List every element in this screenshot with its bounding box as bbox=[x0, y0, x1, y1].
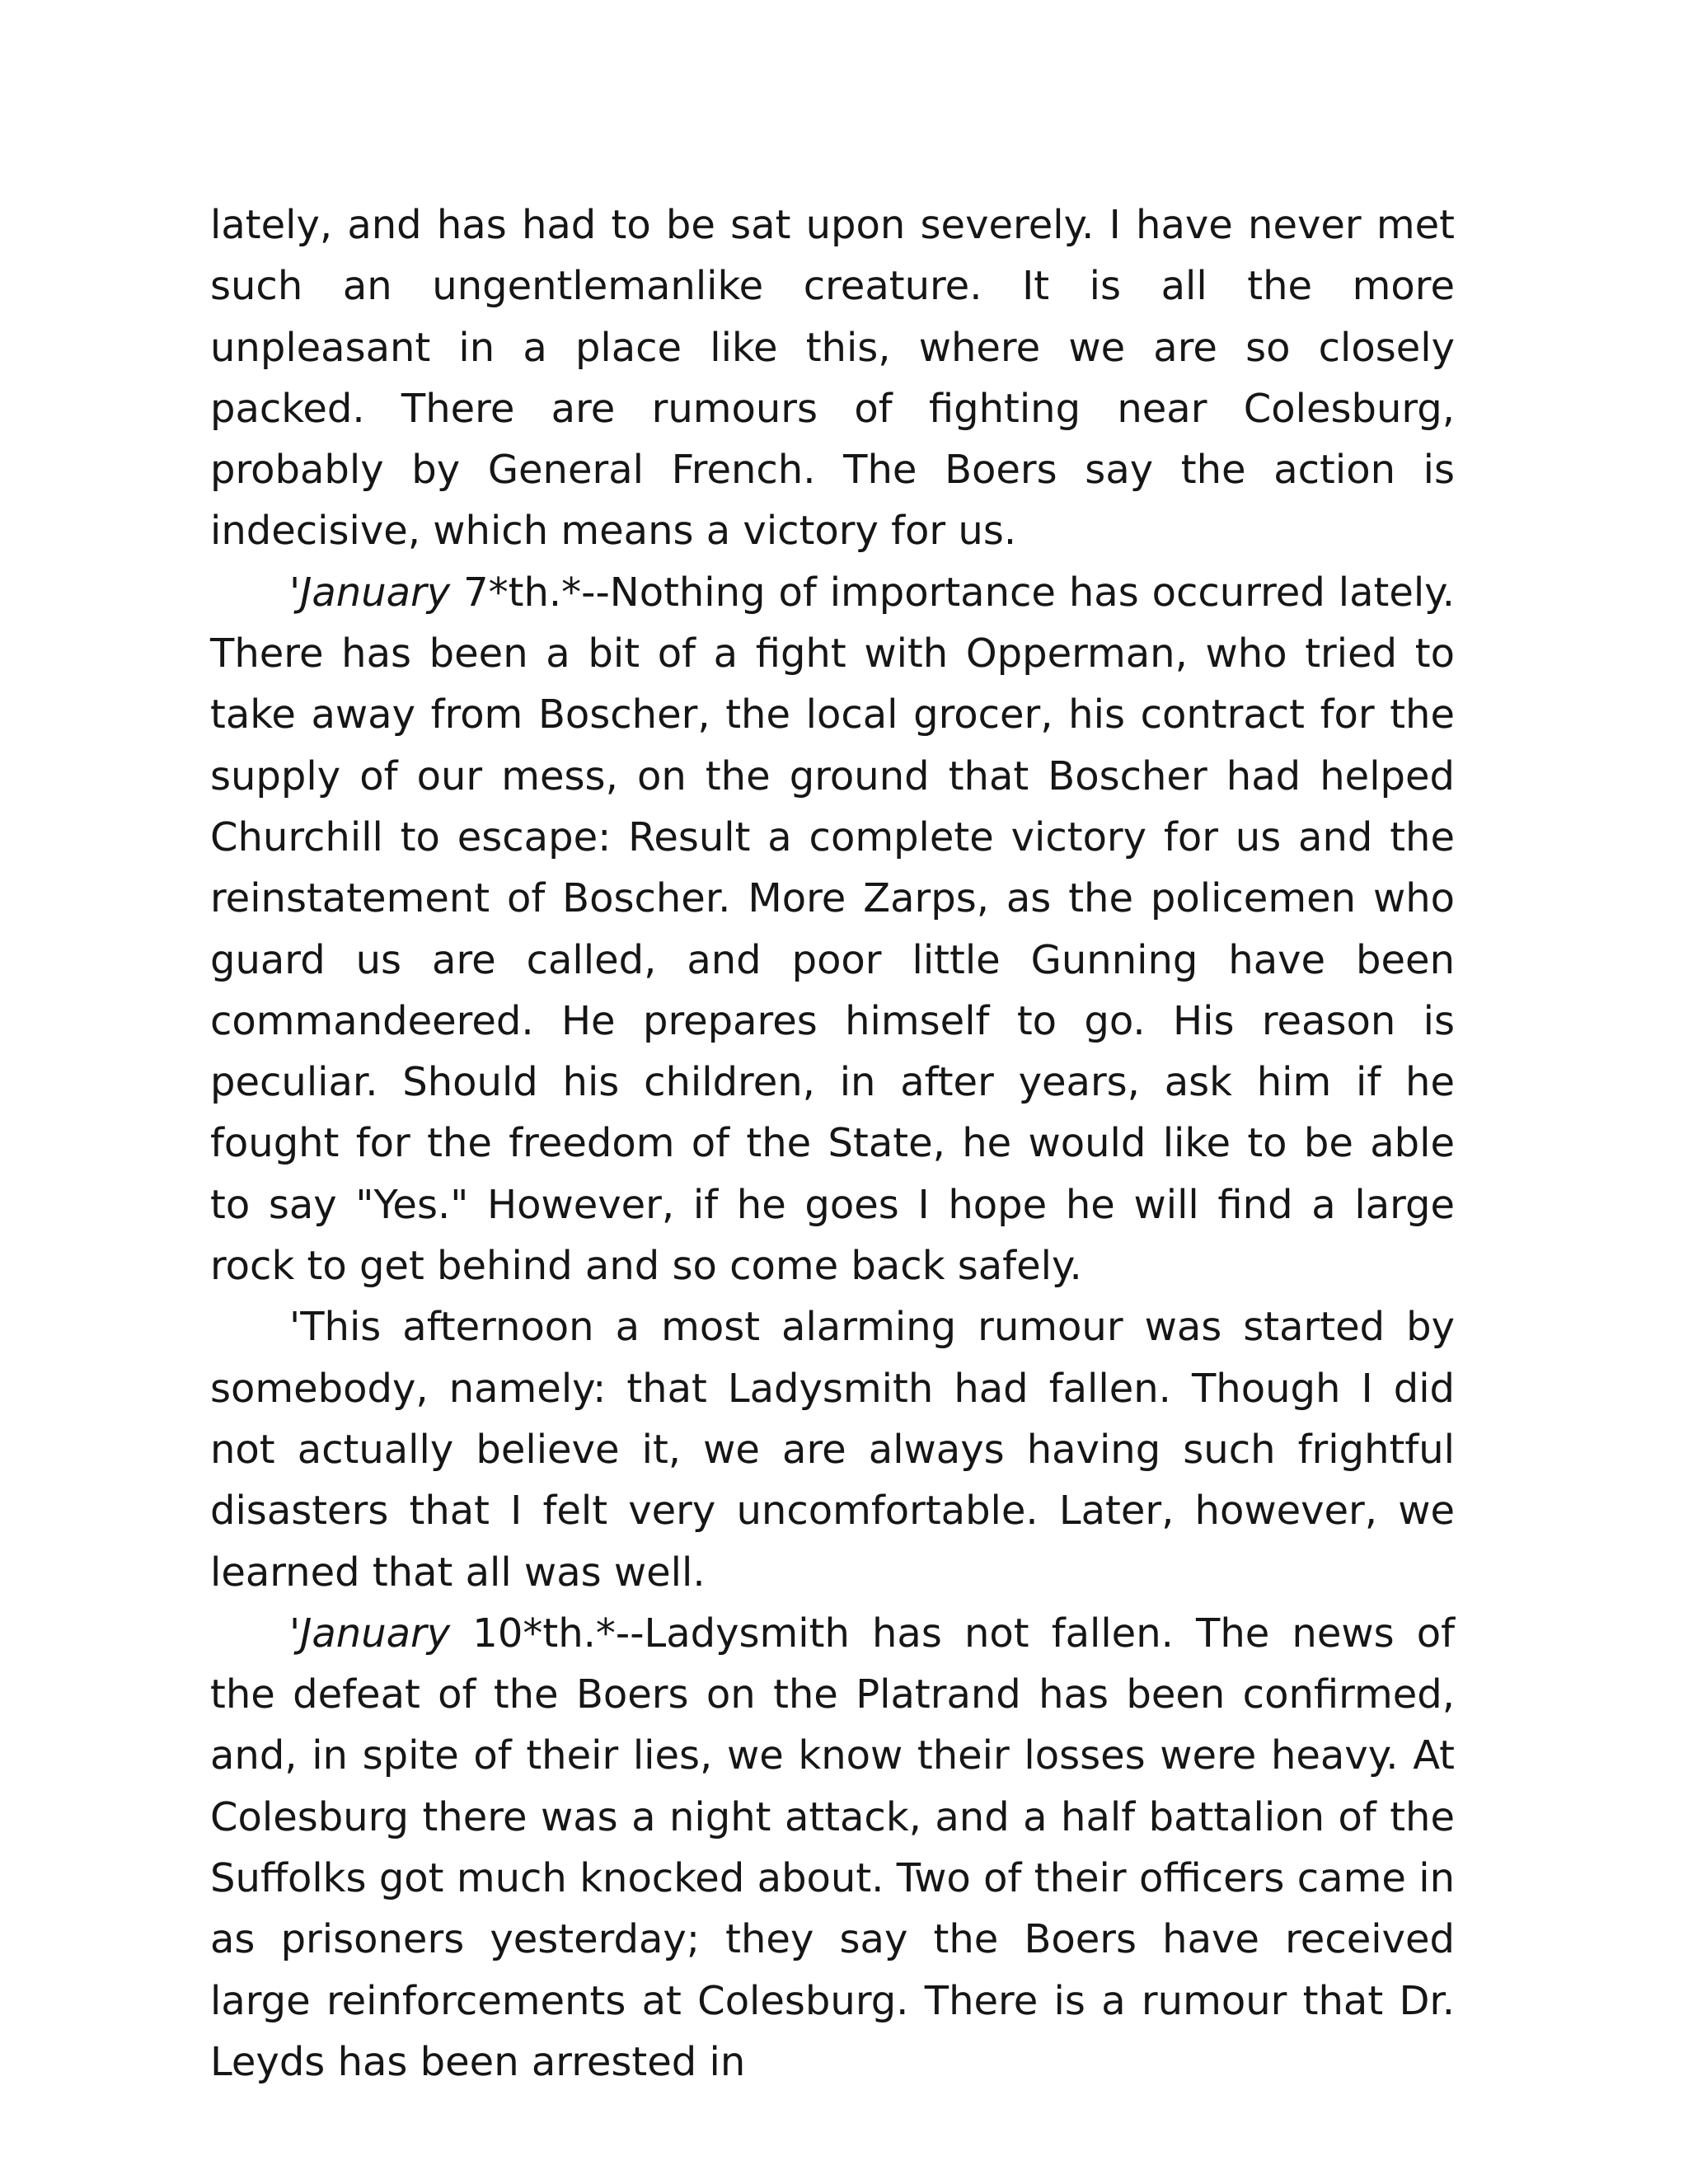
date-month-italic: January bbox=[300, 1610, 451, 1657]
paragraph-text: 10*th.*--Ladysmith has not fallen. The news of the defeat of the Boers on the Platrand has been confirmed, and, in spite of their lies, we know their losses were heavy. At Colesburg there was a night attack, and a half battalion of the Suffolks got much knocked about. Two of their officers came in as prisoners yesterday; they say the Boers have received large reinforcements at Colesburg. There is a rumour that Dr. Leyds has been arrested in bbox=[210, 1610, 1455, 2085]
body-text bbox=[210, 194, 1455, 2093]
paragraph-text: ' bbox=[289, 1610, 301, 1657]
paragraph-3 bbox=[210, 1296, 1455, 1602]
paragraph-text: ' bbox=[289, 569, 301, 616]
paragraph-text: 'This afternoon a most alarming rumour was started by somebody, namely: that Ladysmith had fallen. Though I did not actually believe it, we are always having such frightful disasters that I felt very uncomfortable. Later, however, we learned that all was well. bbox=[210, 1304, 1455, 1596]
paragraph-2 bbox=[210, 562, 1455, 1297]
paragraph-1 bbox=[210, 194, 1455, 562]
paragraph-text: 7*th.*--Nothing of importance has occurred lately. There has been a bit of a fight with Opperman, who tried to take away from Boscher, the local grocer, his contract for the supply of our mess, on the ground that Boscher had helped Churchill to escape: Result a complete victory for us and the reinstatement of Boscher. More Zarps, as the policemen who guard us are called, and poor little Gunning have been commandeered. He prepares himself to go. His reason is peculiar. Should his children, in after years, ask him if he fought for the freedom of the State, he would like to be able to say "Yes." However, if he goes I hope he will find a large rock to get behind and so come back safely. bbox=[210, 569, 1455, 1290]
date-month-italic: January bbox=[300, 569, 451, 616]
paragraph-text: lately, and has had to be sat upon severely. I have never met such an ungentlemanlike creature. It is all the more unpleasant in a place like this, where we are so closely packed. There are rumours of fighting near Colesburg, probably by General French. The Boers say the action is indecisive, which means a victory for us. bbox=[210, 202, 1455, 555]
paragraph-4 bbox=[210, 1603, 1455, 2093]
